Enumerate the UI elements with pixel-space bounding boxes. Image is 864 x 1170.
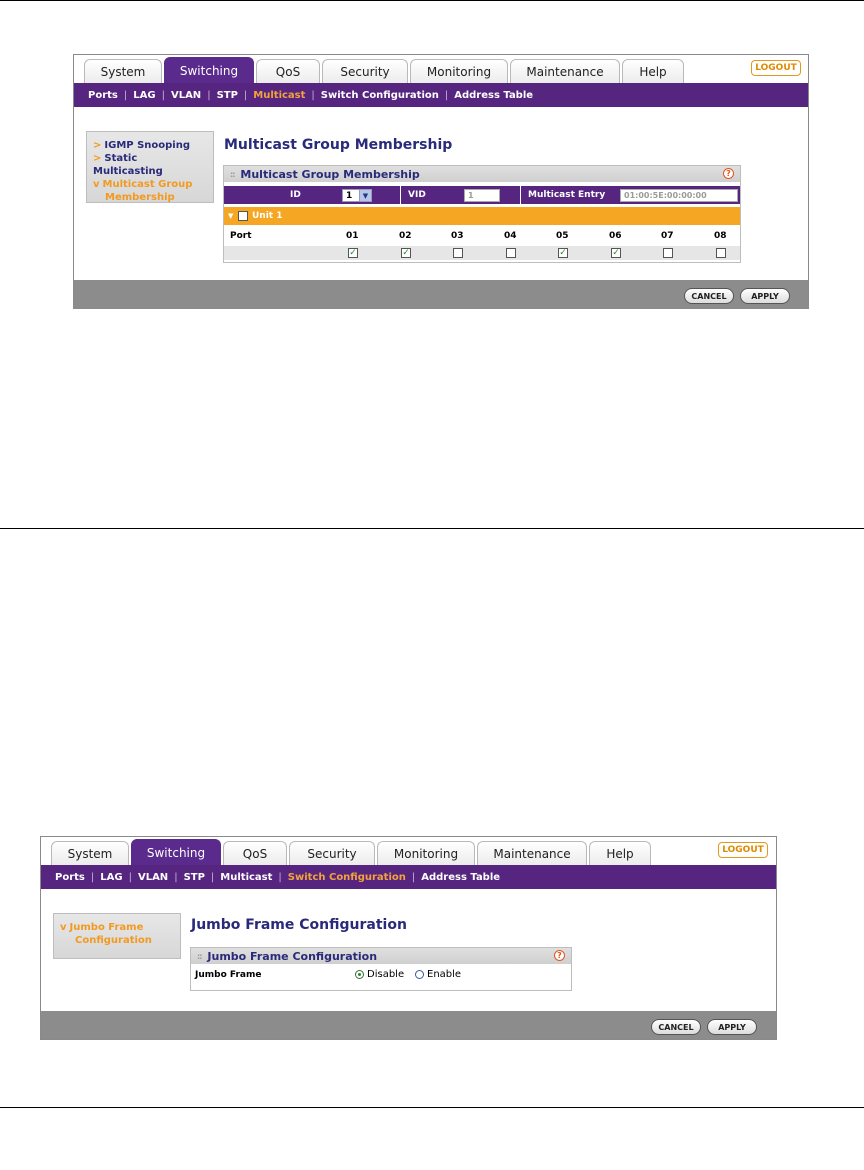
- panel-header: [191, 948, 571, 964]
- subnav-address-table[interactable]: Address Table: [454, 89, 534, 101]
- port-checkbox[interactable]: ✓: [349, 247, 357, 258]
- collapse-arrow-icon[interactable]: ▼: [228, 212, 234, 220]
- sub-nav: Ports | LAG | VLAN | STP | Multicast | Switch Configuration | Address Table: [41, 865, 776, 889]
- tab-maintenance[interactable]: Maintenance: [510, 59, 620, 83]
- subnav-ports[interactable]: Ports: [55, 871, 85, 883]
- apply-button[interactable]: APPLY: [707, 1019, 757, 1035]
- subnav-stp[interactable]: STP: [216, 89, 238, 101]
- subnav-vlan[interactable]: VLAN: [170, 89, 202, 101]
- subnav-address-table[interactable]: Address Table: [421, 871, 501, 883]
- dropdown-arrow-icon: ▼: [359, 190, 371, 201]
- multicast-entry-label: Multicast Entry: [528, 190, 606, 200]
- port-number-label: 08: [714, 231, 727, 241]
- port-checkbox[interactable]: [453, 248, 463, 258]
- main-tab-bar: [41, 837, 776, 865]
- tab-system[interactable]: System: [51, 841, 129, 865]
- subnav-multicast[interactable]: Multicast: [220, 871, 273, 883]
- main-tab-bar: [74, 55, 808, 83]
- footer-bar: [41, 1011, 776, 1039]
- port-number-label: 06: [609, 231, 622, 241]
- tab-help[interactable]: Help: [622, 59, 684, 83]
- middle-rule: [0, 528, 864, 529]
- port-number-label: 03: [451, 231, 464, 241]
- sidebar-item-static-multicasting[interactable]: > Static Multicasting: [93, 153, 163, 177]
- tab-switching[interactable]: Switching: [164, 57, 254, 83]
- sub-nav: Ports | LAG | VLAN | STP | Multicast | Switch Configuration | Address Table: [74, 83, 808, 107]
- tab-help[interactable]: Help: [589, 841, 651, 865]
- id-select[interactable]: 1 ▼: [342, 189, 372, 202]
- port-checkbox[interactable]: [663, 248, 673, 258]
- logout-button[interactable]: LOGOUT: [718, 842, 768, 858]
- enable-radio[interactable]: [415, 970, 424, 979]
- cancel-button[interactable]: CANCEL: [684, 288, 734, 304]
- port-number-label: 05: [556, 231, 569, 241]
- jumbo-frame-screenshot: [40, 836, 777, 1040]
- chevron-right-icon: >: [93, 140, 102, 151]
- jumbo-frame-panel: [190, 947, 572, 991]
- panel-header: [224, 166, 740, 182]
- grip-icon: ::: [230, 169, 235, 179]
- subnav-ports[interactable]: Ports: [88, 89, 118, 101]
- tab-system[interactable]: System: [84, 59, 162, 83]
- chevron-down-icon: v: [93, 179, 100, 190]
- port-number-label: 04: [504, 231, 517, 241]
- page-title: Jumbo Frame Configuration: [191, 917, 407, 933]
- port-number-label: 07: [661, 231, 674, 241]
- chevron-right-icon: >: [93, 153, 102, 164]
- sidebar: [86, 131, 214, 203]
- tab-maintenance[interactable]: Maintenance: [477, 841, 587, 865]
- logout-button[interactable]: LOGOUT: [751, 60, 801, 76]
- sidebar-item-jumbo-frame-configuration[interactable]: v Jumbo Frame Configuration: [60, 922, 152, 946]
- top-rule: [0, 0, 864, 1]
- subnav-lag[interactable]: LAG: [133, 89, 156, 101]
- entry-row: [224, 186, 740, 204]
- disable-option[interactable]: Disable: [355, 969, 404, 980]
- help-icon[interactable]: ?: [554, 950, 565, 961]
- subnav-vlan[interactable]: VLAN: [137, 871, 169, 883]
- panel-title: Jumbo Frame Configuration: [207, 949, 378, 963]
- unit-label: Unit 1: [252, 211, 283, 221]
- port-label: Port: [230, 231, 252, 241]
- id-label: ID: [290, 190, 301, 200]
- tab-security[interactable]: Security: [289, 841, 375, 865]
- chevron-down-icon: v: [60, 922, 67, 933]
- multicast-screenshot: [73, 54, 809, 309]
- subnav-switch-configuration[interactable]: Switch Configuration: [320, 89, 439, 101]
- subnav-switch-configuration[interactable]: Switch Configuration: [287, 871, 406, 883]
- tab-monitoring[interactable]: Monitoring: [410, 59, 508, 83]
- membership-panel: [223, 165, 741, 263]
- footer-bar: [74, 280, 808, 308]
- enable-option[interactable]: Enable: [415, 969, 461, 980]
- port-number-label: 01: [346, 231, 359, 241]
- tab-monitoring[interactable]: Monitoring: [377, 841, 475, 865]
- unit-checkbox[interactable]: [238, 211, 248, 221]
- panel-title: Multicast Group Membership: [240, 167, 420, 181]
- jumbo-frame-label: Jumbo Frame: [195, 970, 262, 980]
- port-table: [224, 228, 740, 262]
- vid-label: VID: [408, 190, 426, 200]
- port-checkbox[interactable]: [716, 248, 726, 258]
- port-checkbox[interactable]: ✓: [612, 247, 620, 258]
- vid-field[interactable]: 1: [464, 189, 500, 202]
- subnav-stp[interactable]: STP: [183, 871, 205, 883]
- sidebar: [53, 913, 181, 959]
- apply-button[interactable]: APPLY: [740, 288, 790, 304]
- port-checkbox[interactable]: [506, 248, 516, 258]
- disable-radio[interactable]: [355, 970, 364, 979]
- tab-security[interactable]: Security: [322, 59, 408, 83]
- grip-icon: ::: [197, 951, 202, 961]
- help-icon[interactable]: ?: [723, 168, 734, 179]
- tab-qos[interactable]: QoS: [223, 841, 287, 865]
- subnav-multicast[interactable]: Multicast: [253, 89, 306, 101]
- port-checkbox[interactable]: ✓: [559, 247, 567, 258]
- port-number-label: 02: [399, 231, 412, 241]
- sidebar-item-multicast-group-membership[interactable]: v Multicast Group Membership: [93, 179, 193, 203]
- page-title: Multicast Group Membership: [224, 137, 453, 153]
- bottom-rule: [0, 1107, 864, 1108]
- tab-switching[interactable]: Switching: [131, 839, 221, 865]
- unit-row: [224, 207, 740, 225]
- multicast-entry-field[interactable]: 01:00:5E:00:00:00: [620, 189, 738, 202]
- sidebar-item-igmp-snooping[interactable]: > IGMP Snooping: [93, 140, 191, 151]
- subnav-lag[interactable]: LAG: [100, 871, 123, 883]
- port-checkbox[interactable]: ✓: [402, 247, 410, 258]
- tab-qos[interactable]: QoS: [256, 59, 320, 83]
- cancel-button[interactable]: CANCEL: [651, 1019, 701, 1035]
